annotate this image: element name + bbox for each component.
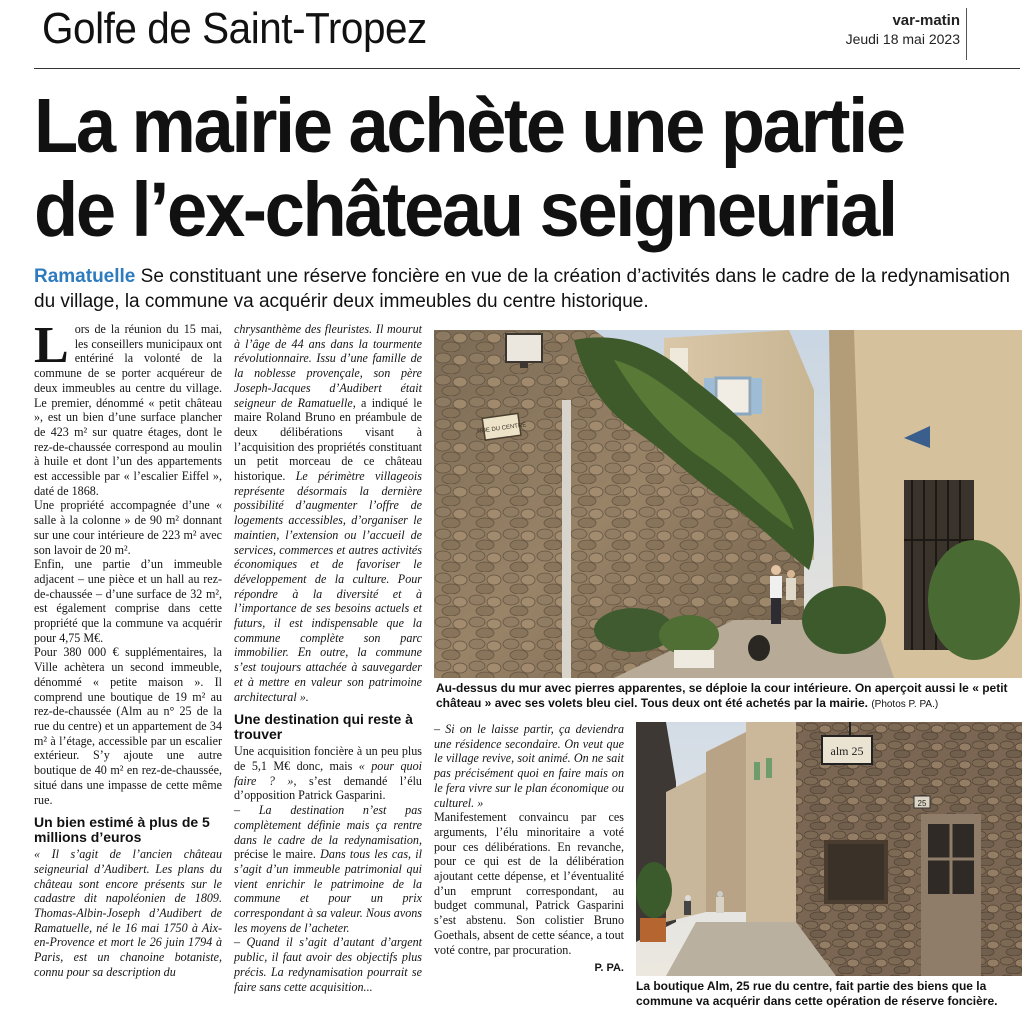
paragraph: Pour 380 000 € supplémentaires, la Ville achètera un second immeuble, dénommé « petite maison ». Il comprend une boutique de 19 m² au rez-de-chaussée (Alm au n° 25 de la rue du centre) et un appartement de 34 m² à l’étage, accessible par un escalier extérieur. S’y ajoute une autre boutique de 40 m² en rez-de-chaussée, situé dans une impasse de cette même rue.: [34, 645, 222, 807]
paragraph-text: , s’est demandé l’élu d’opposition Patrick Gasparini.: [234, 773, 422, 803]
subheading: Un bien estimé à plus de 5 millions d’euros: [34, 814, 210, 846]
article-column-3: [434, 722, 624, 976]
headline-line-1: La mairie achète une partie: [34, 83, 904, 169]
photo-courtyard-wall: [434, 330, 1022, 678]
subheading: Une destination qui reste à trouver: [234, 711, 413, 743]
photo-shop-alm: [636, 722, 1022, 976]
article-column-1: [34, 317, 222, 980]
caption-text: Au-dessus du mur avec pierres apparentes, se déploie la cour intérieure. On aperçoit aussi le « petit château » avec ses volets bleu ciel. Tous deux ont été achetés par la mairie.: [436, 681, 1008, 710]
paragraph-text: ors de la réunion du 15 mai, les conseillers municipaux ont entériné la volonté de la commune de se porter acquéreur de deux immeubles au centre du village. Le premier, dénommé « petit château », est un bien d’une surface plancher de 423 m² sur quatre étages, dont le rez-de-chaussée correspond au moulin à huile et dont l’un des appartements est accessible par « l’escalier Eiffel », daté de 1868.: [34, 322, 222, 498]
photo-credit: (Photos P. PA.): [871, 699, 939, 710]
standfirst-text: Se constituant une réserve foncière en vue de la création d’activités dans le cadre de la redynamisation du village, la commune va acquérir deux immeubles du centre historique.: [34, 266, 1010, 312]
paragraph: Une propriété accompagnée d’une « salle à la colonne » de 90 m² donnant sur une cour intérieure de 223 m² avec son lavoir de 20 m².: [34, 498, 222, 557]
headline: [34, 84, 974, 252]
drop-cap: L: [34, 317, 69, 374]
quote-text: – La destination n’est pas complètement définie mais ça rentre dans le cadre de la redynamisation,: [234, 803, 422, 847]
paragraph: – Si on le laisse partir, ça deviendra une résidence secondaire. On veut que le village revive, soit animé. On ne sait pas précisément quoi en faire mais on le fera vivre sur le plan économique ou culturel. »: [434, 722, 624, 810]
paragraph-text: précise le maire.: [234, 847, 316, 862]
house-number-plate: 25: [917, 799, 927, 808]
paragraph: [234, 744, 422, 803]
publication-date: Jeudi 18 mai 2023: [845, 31, 960, 47]
quote-text: « pour quoi faire ? »: [234, 758, 422, 788]
paragraph: – Quand il s’agit d’autant d’argent public, il faut avoir des objectifs plus précis. La redynamisation pourrait se faire sans cette acquisition...: [234, 935, 422, 994]
street-sign-text: RUE DU CENTRE: [476, 422, 527, 436]
headline-line-2: de l’ex-château seigneurial: [34, 167, 896, 253]
paragraph: Manifestement convaincu par ces arguments, l’élu minoritaire a voté pour ces délibérations. En revanche, pour ce qui est de la délibération ajoutant cette dépense, et l’éventualité d’un emprunt correspondant, au budget communal, Patrick Gasparini s’est abstenu. Son colistier Bruno Goethals, absent de cette séance, a tout voté contre, par procuration.: [434, 810, 624, 957]
quote-text: Dans tous les cas, il s’agit d’un immeuble patrimonial qui vient enrichir le patrimoine de la commune et pour un prix correspondant à sa valeur. Nous avons les moyens de l’acheter.: [234, 847, 422, 935]
photo-caption-1: [436, 681, 1026, 712]
header-rule: [34, 68, 1020, 69]
paragraph: [234, 322, 422, 704]
paragraph: [34, 317, 222, 498]
author-signature: P. PA.: [594, 962, 624, 975]
quote-text: Le périmètre villageois représente désormais la dernière possibilité d’augmenter l’offre de logements accessibles, d’organiser le maintien, l’extension ou l’accueil de services, commerces et autres activités économiques et de favoriser le développement de la culture. Pour répondre à la diversité et à l’importance de ses besoins actuels et futurs, il est indispensable que la commune complète son parc immobilier. En outre, la commune s’est toujours attachée à sauvegarder et à mettre en valeur son patrimoine architectural ».: [234, 469, 422, 704]
standfirst: [34, 264, 1024, 314]
photo-caption-2: La boutique Alm, 25 rue du centre, fait partie des biens que la commune va acquérir dans cette opération de réserve foncière.: [636, 979, 998, 1008]
paragraph: Enfin, une partie d’un immeuble adjacent – une pièce et un hall au rez-de-chaussée – d’une surface de 32 m², est également comprise dans cette propriété que la commune va acquérir pour 4,75 M€.: [34, 557, 222, 645]
header-divider: [966, 8, 967, 60]
paragraph-text: a indiqué le maire Roland Bruno en préambule de deux délibérations visant à l’acquisition des propriétés constituant un petit morceau de ce château historique.: [234, 395, 422, 484]
kicker: Ramatuelle: [34, 266, 136, 287]
quote-text: chrysanthème des fleuristes. Il mourut à l’âge de 44 ans dans la tourmente révolutionnaire. Issu d’une famille de la noblesse provençale, son père Joseph-Jacques d’Audibert était seigneur de Ramatuelle,: [234, 322, 422, 410]
masthead: [846, 12, 960, 47]
shop-sign-text: alm 25: [830, 744, 864, 758]
brand-name: var-matin: [892, 12, 960, 29]
paragraph: [234, 803, 422, 935]
paragraph: « Il s’agit de l’ancien château seigneurial d’Audibert. Les plans du château sont encore présents sur le cadastre dit napoléonien de 1809. Thomas-Albin-Joseph d’Audibert de Ramatuelle, né le 16 mai 1750 à Aix-en-Provence et mort le 26 juin 1794 à Paris, est un chanoine botaniste, connu pour sa description du: [34, 847, 222, 979]
paragraph-text: Une acquisition foncière à un peu plus de 5,1 M€ donc, mais: [234, 744, 422, 773]
article-column-2: [234, 322, 422, 994]
section-rubric: Golfe de Saint-Tropez: [42, 4, 427, 53]
